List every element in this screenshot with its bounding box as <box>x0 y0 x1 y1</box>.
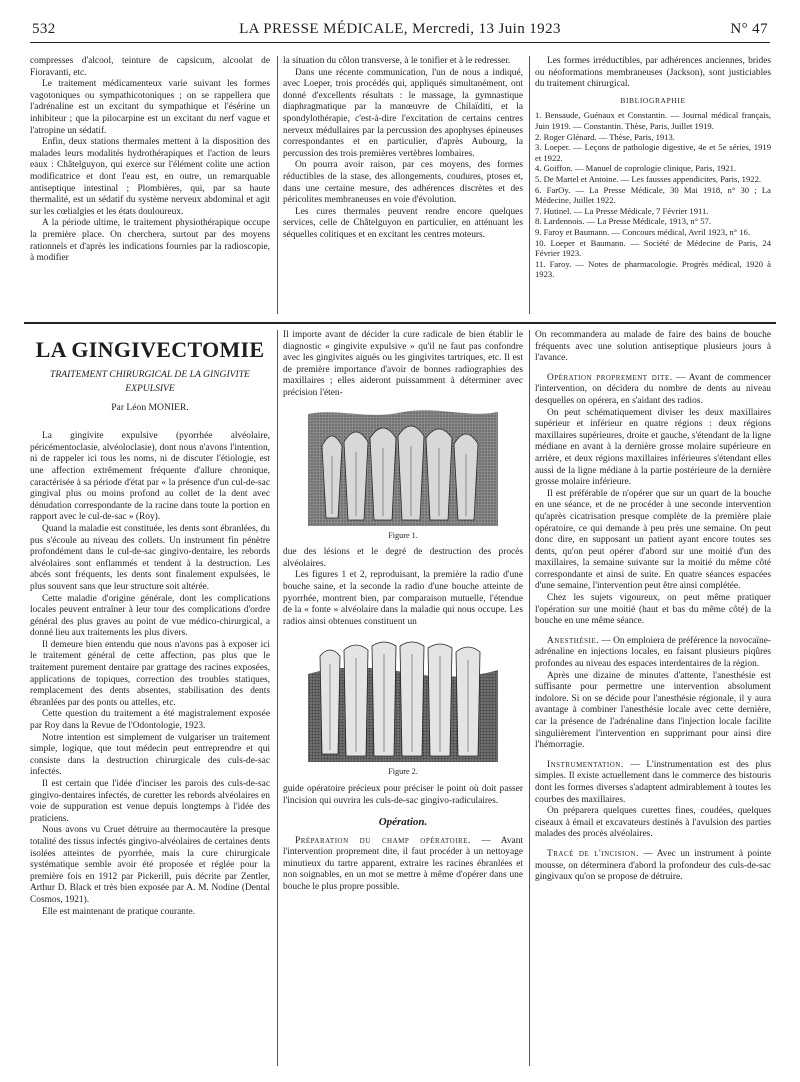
paragraph: Il est certain que l'idée d'inciser les parois des culs-de-sac gingivo-dentaires infectés, de curetter les rebords alvéolaires en voie de suppuration est venue depuis longtemps à l'idée des praticiens. <box>30 779 270 824</box>
figure-1 <box>283 406 523 542</box>
paragraph: Enfin, deux stations thermales mettent à la disposition des malades leurs modalités hydrothérapiques et l'action de leurs eaux : Châtelguyon, qui exerce sur l'élément colite une action modificatrice et dont l'eau est, en outre, un remarquable antiseptique intestinal ; Plombières, qui, par sa haute thermalité, est un sédatif du système nerveux abdominal et agit sur les cœlialgies et les états douloureux. <box>30 137 270 217</box>
column-rule <box>529 56 530 314</box>
paragraph: On recommandera au malade de faire des bains de bouche fréquents avec une solution antiseptique plusieurs jours à l'avance. <box>535 330 771 364</box>
paragraph: la situation du côlon transverse, à le tonifier et à le redresser. <box>283 56 511 66</box>
bib-entry: 4. Goiffon. — Manuel de coprologie clinique, Paris, 1921. <box>535 163 737 174</box>
article-subtitle: TRAITEMENT CHIRURGICAL DE LA GINGIVITE EXPULSIVE <box>50 368 250 394</box>
paragraph: Nous avons vu Cruet détruire au thermocautère la presque totalité des tissus infectés gingivo-alvéolaires de certaines dents isolées atteintes de pyorrhée, mais la cure chirurgicale systématique semble avoir été proposée et réglée pour la première fois en 1912 par Pickerill, puis décrite par Zentler, Arthur D. Black et très bien exposée par A. M. Nodine (Dental Cosmos, 1921). <box>30 825 270 905</box>
paragraph: Les formes irréductibles, par adhérences anciennes, brides ou néoformations membraneuses (Jackson), sont justiciables du traitement chirurgical. <box>535 56 771 90</box>
page-number: 532 <box>32 21 56 37</box>
paragraph: Notre intention est simplement de vulgariser un traitement simple, logique, que tout médecin peut entreprendre et qui consiste dans la destruction chirurgicale des culs-de-sac infectés. <box>30 732 270 778</box>
figure-1-caption: Figure 1. <box>388 530 418 540</box>
article-column-1 <box>30 330 270 1066</box>
bib-entry: 9. Faroy et Baumann. — Concours médical, Avril 1923, n° 16. <box>535 226 750 237</box>
paragraph: Il est préférable de n'opérer que sur un quart de la bouche en une séance, et de ne procéder à une seconde intervention qu'après cicatrisation presque complète de la première plaie opératoire, ce qui demande à peu près une semaine. On peut donc dire, en supposant un patient ayant encore toutes ses dents, qu'on peut opérer d'abord sur une moitié d'un des maxillaires, la semaine suivante sur la moitié du même côté correspondante et ainsi de suite. En quatre séances espacées d'une semaine, l'intervention peut être ainsi complétée. <box>535 488 771 592</box>
column-rule <box>277 330 278 1066</box>
paragraph-text: — Avant l'intervention proprement dite, il faut procéder à un nettoyage minutieux du tartre apparent, extraire les racines ébranlées et non soignables, en un mot se mettre à même d'opérer dans une bouche le plus propre possible. <box>283 835 523 893</box>
figure-2 <box>283 634 523 778</box>
paragraph: Quand la maladie est constituée, les dents sont ébranlées, du pus s'écoule au niveau des collets. Un instrument fin pénètre profondément dans le cul-de-sac gingivo-dentaire, les rebords alvéolaires sont enflammés et tendent à la destruction. Les abcès sont fréquents, les dents sont finalement expulsées, le plus souvent sans que leur structure soit altérée. <box>30 523 270 592</box>
paragraph: guide opératoire précieux pour préciser le point où doit passer l'incision qui ouvrira les culs-de-sac gingivo-radiculaires. <box>283 783 523 806</box>
top-column-3 <box>535 56 771 318</box>
subheading-instrumentation: Instrumentation. <box>547 759 624 770</box>
top-column-1 <box>30 56 270 318</box>
paragraph: Elle est maintenant de pratique courante. <box>42 906 196 917</box>
bib-entry: 7. Hutinel. — La Presse Médicale, 7 Février 1911. <box>535 205 709 216</box>
paragraph: Il demeure bien entendu que nous n'avons pas à exposer ici le traitement général de cette affection, pas plus que le traitement purement dentaire par grattage des racines exposées, applications de topiques, correction des troubles statiques, remplacement des dents absentes, stabilisation des dents ébranlées par des ponts ou attelles, etc. <box>30 639 270 708</box>
paragraph: Chez les sujets vigoureux, on peut même pratiquer l'opération sur une moitié (haut et bas du même côté) de la bouche en une même séance. <box>535 593 771 627</box>
article-column-2 <box>283 330 523 1066</box>
paragraph: On peut schématiquement diviser les deux maxillaires supérieur et inférieur en quatre régions : deux régions maxillaires supérieures, droite et gauche, s'étendant de la ligne médiane en avant à la dernière grosse molaire supérieure en arrière, et deux régions maxillaires inférieures s'étendant elles aussi de la ligne médiane à la partie postérieure de la dernière grosse molaire inférieure. <box>535 407 771 488</box>
paragraph: Le traitement médicamenteux varie suivant les formes vagotoniques ou sympathicotoniques ; on se rappellera que l'adrénaline est un excitant du sympathique et l'ésérine un inhibiteur ; que la pilocarpine est un excitant du nerf vague et l'atropine un sédatif. <box>30 79 270 136</box>
column-rule <box>529 330 530 1066</box>
top-column-2 <box>283 56 523 318</box>
paragraph-text: — Avec un instrument à pointe mousse, on déterminera d'abord la profondeur des culs-de-sac gingivaux qu'on se propose de détruire. <box>535 848 771 883</box>
paragraph: due des lésions et le degré de destruction des procès alvéolaires. <box>283 547 523 569</box>
paragraph-text: — On emploiera de préférence la novocaïne-adrénaline en injections locales, en faisant plusieurs piqûres profondes au niveau des espaces interdentaires de la région. <box>535 635 771 670</box>
paragraph: Il importe avant de décider la cure radicale de bien établir le diagnostic « gingivite expulsive » qu'il ne faut pas confondre avec les gingivites aiguës ou les gingivites tartriques, etc. Il est de première importance d'avoir de bonnes radiographies des maxillaires ; elles aideront puissamment à déterminer avec précision l'éten- <box>283 330 523 398</box>
paragraph: A la période ultime, le traitement physiothérapique occupe la première place. On cherchera, surtout par des moyens rationnels et d'après les indications fournies par la radioscopie, à modifier <box>30 218 270 264</box>
radiograph-healthy-teeth <box>308 406 498 526</box>
article-author: Par Léon MONIER. <box>111 401 189 413</box>
subheading-operation-proper: Opération proprement dite. <box>547 372 673 383</box>
paragraph: Après une dizaine de minutes d'attente, l'anesthésie est suffisante pour permettre une intervention absolument indolore. Si on se décide pour l'anesthésie régionale, il y aura avantage à combiner l'anesthésie locale avec cette dernière, car la présence de l'adrénaline dans l'injection locale facilite singulièrement l'intervention en supprimant pour ainsi dire l'hémorragie. <box>535 670 771 751</box>
paragraph: On pourra avoir raison, par ces moyens, des formes réductibles de la stase, des allongements, coudures, ptoses et, dans une certaine mesure, des adhérences discrètes et des péricolites membraneuses en voie d'évolution. <box>283 160 523 206</box>
section-separator <box>24 322 776 324</box>
paragraph: Cette question du traitement a été magistralement exposée par Roy dans la Revue de l'Odontologie, 1923. <box>30 709 270 732</box>
page-header <box>30 18 770 43</box>
figure-2-caption: Figure 2. <box>388 767 418 777</box>
bib-entry: 6. FarOy. — La Presse Médicale, 30 Mai 1918, n° 30 ; La Médecine, Juillet 1922. <box>535 184 771 206</box>
bib-entry: 2. Roger Glénard. — Thèse, Paris, 1913. <box>535 131 675 142</box>
article-title: LA GINGIVECTOMIE <box>35 337 265 362</box>
radiograph-pyorrhea-teeth <box>308 634 498 762</box>
paragraph: Dans une récente communication, l'un de nous a indiqué, avec Loeper, trois procédés qui, appliqués simultanément, ont donné d'excellents résultats : le massage, la gymnastique diaphragmatique par la manœuvre de Chilaïditi, et la spondylothérapie, c'est-à-dire l'excitation de certains centres nerveux médullaires par la percussion des apophyses épineuses correspondantes et en particulier, d'après Aubourg, la percussion des trois premières vertèbres lombaires. <box>283 67 523 159</box>
subheading-anesthesia: Anesthésie. <box>547 635 599 646</box>
article-column-3 <box>535 330 771 1066</box>
paragraph-text: — L'instrumentation est des plus simples. Il existe actuellement dans le commerce des bistouris dont les formes diverses s'adaptent admirablement à toutes les courbes des maxillaires. <box>535 759 771 805</box>
paragraph-text: — Avant de commencer l'intervention, on décidera du nombre de dents au niveau desquelles on opérera, en s'aidant des radios. <box>535 372 771 406</box>
paragraph: Cette maladie d'origine générale, dont les complications locales peuvent entraîner à leur tour des complications d'ordre général des plus graves au point de vue médico-chirurgical, a donné lieu aux traitements les plus divers. <box>30 593 270 639</box>
journal-title: LA PRESSE MÉDICALE, Mercredi, 13 Juin 1923 <box>239 21 561 37</box>
paragraph: Les cures thermales peuvent rendre encore quelques services, celle de Châtelguyon en particulier, en atténuant les séquelles colitiques et en excitant les centres moteurs. <box>283 206 523 240</box>
bib-entry: 8. Lardennois. — La Presse Médicale, 1913, n° 57. <box>535 216 711 227</box>
subheading-incision: Tracé de l'incision. <box>547 848 639 859</box>
section-heading-operation: Opération. <box>378 816 428 829</box>
bib-entry: 10. Loeper et Baumann. — Société de Médecine de Paris, 24 Février 1923. <box>535 237 771 259</box>
bibliography-heading: BIBLIOGRAPHIE <box>620 95 686 105</box>
bib-entry: 1. Bensaude, Guénaux et Constantin. — Journal médical français, Juin 1919. — Constantin. Thèse, Paris, Juillet 1919. <box>535 110 771 131</box>
paragraph: La gingivite expulsive (pyorrhée alvéolaire, péricémentoclasie, alvéoloclasie), dont nous n'avons l'intention, ni de rappeler ici tous les noms, ni de discuter l'étiologie, est une affection extrêmement fréquente d'allure chronique, caractérisée à sa période d'état par « la présence d'un cul-de-sac gingival plus ou moins profond au collet de la dent avec dénudation correspondante de la racine dans toute la portion en rapport avec le cul-de-sac » (Roy). <box>30 431 270 523</box>
subheading-preparation: Préparation du champ opératoire. <box>295 835 471 846</box>
paragraph: compresses d'alcool, teinture de capsicum, alcoolat de Fioravanti, etc. <box>30 56 270 78</box>
paragraph: On préparera quelques curettes fines, coudées, quelques ciseaux à émail et excavateurs destinés à l'avulsion des parties malades des procès alvéolaires. <box>535 806 771 840</box>
bib-entry: 5. De Martel et Antoine. — Les fausses appendicites, Paris, 1922. <box>535 173 762 184</box>
bib-entry: 11. Faroy. — Notes de pharmacologie. Progrès médical, 1920 à 1923. <box>535 258 771 280</box>
column-rule <box>277 56 278 314</box>
paragraph: Les figures 1 et 2, reproduisant, la première la radio d'une bouche saine, et la seconde la radio d'une bouche atteinte de pyorrhée, montrent bien, par comparaison mutuelle, l'étendue de la « fonte » alvéolaire dans la maladie qui nous occupe. Les radios ainsi obtenues constituent un <box>283 570 523 627</box>
issue-number: N° 47 <box>730 21 768 37</box>
bib-entry: 3. Loeper. — Leçons de pathologie digestive, 4e et 5e séries, 1919 et 1922. <box>535 142 771 163</box>
